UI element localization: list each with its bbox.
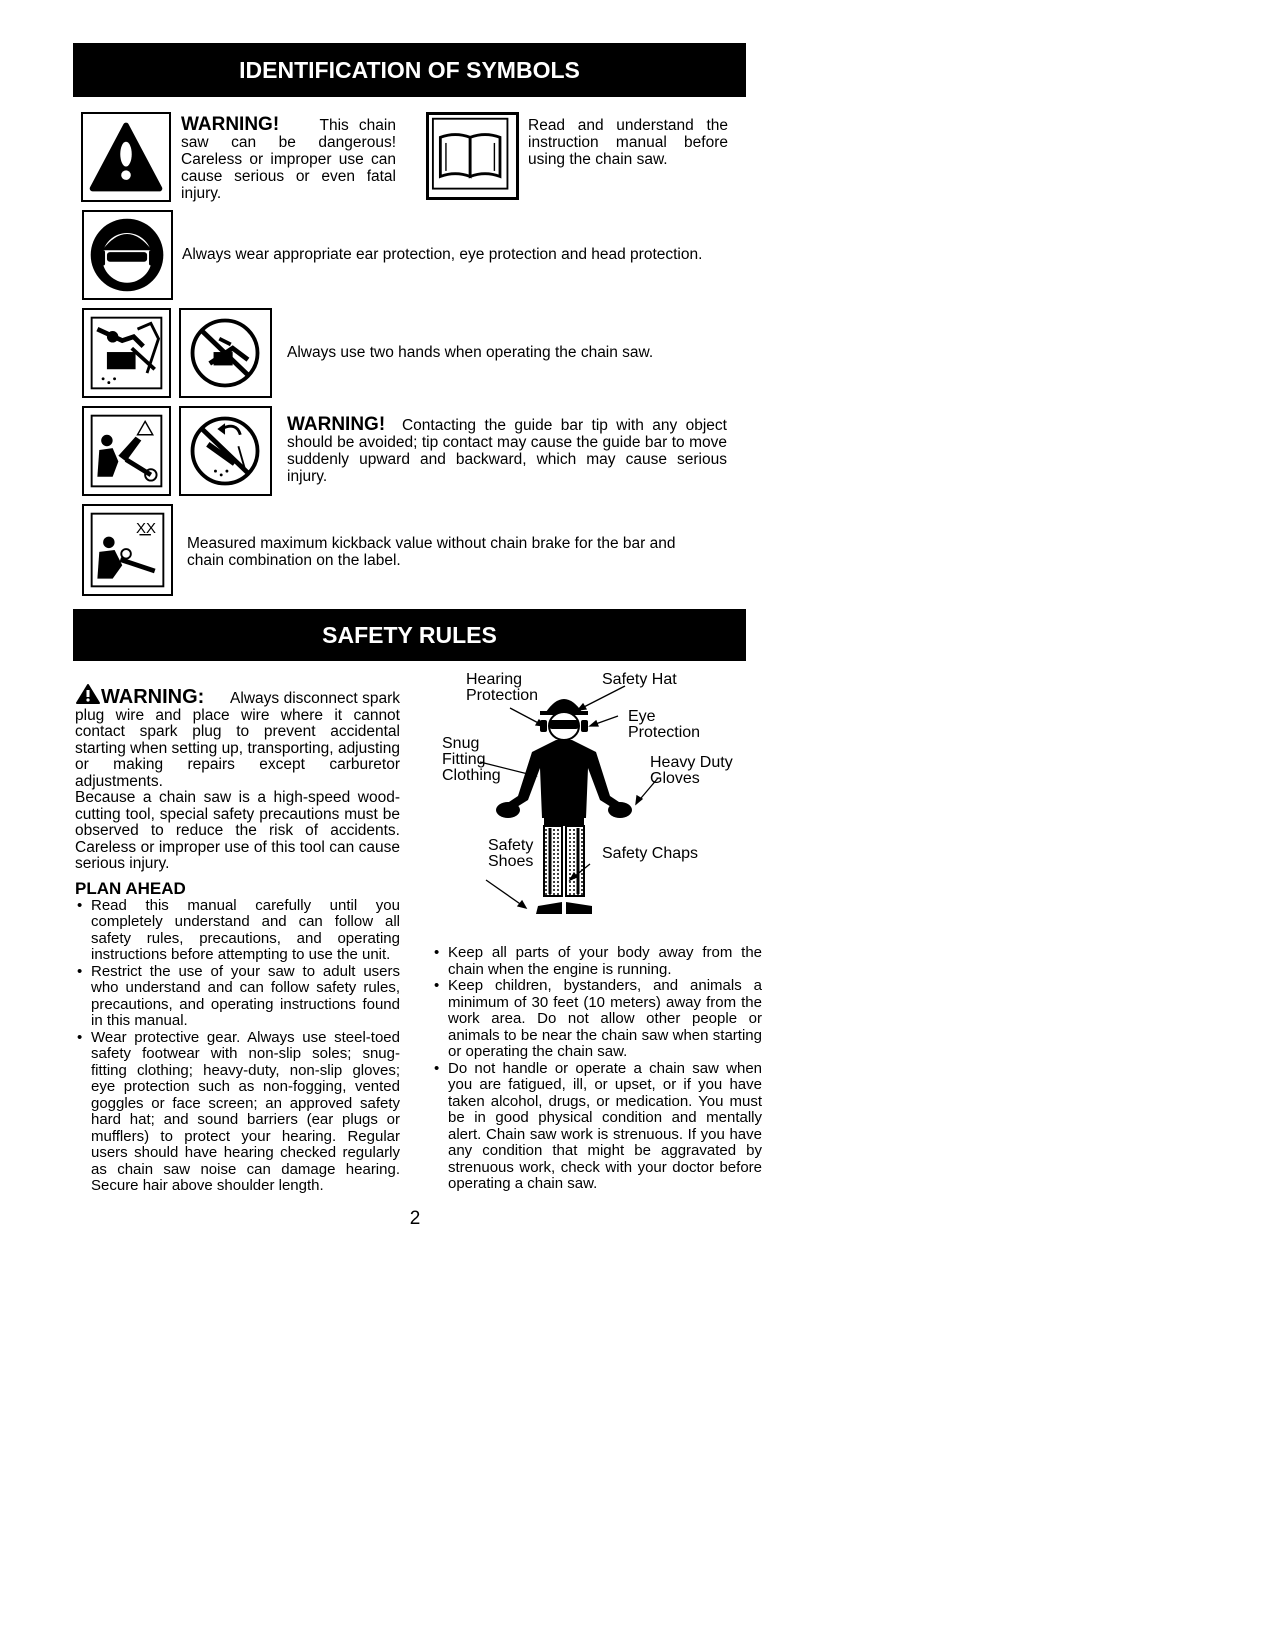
no-tip-contact-icon: [179, 406, 272, 496]
figure-person-illustration: [440, 668, 760, 928]
left-column: [75, 683, 400, 1195]
book-icon: [426, 112, 519, 200]
left-bullet-list: [75, 898, 400, 1195]
warning1-block: [181, 116, 396, 202]
identification-title: IDENTIFICATION OF SYMBOLS: [73, 43, 746, 97]
label-heavy-duty-gloves: Heavy Duty Gloves: [650, 754, 733, 787]
warning1-label: WARNING!: [181, 114, 280, 135]
list-item: • Read this manual carefully until you completely understand and can follow all safety rules, precautions, and operating instructions before attempting to use the unit.: [75, 898, 400, 964]
two-hands-text: Always use two hands when operating the chain saw.: [287, 344, 654, 361]
protective-gear-figure: [440, 668, 760, 928]
safety-warning-block: [75, 683, 400, 790]
plan-ahead-heading: PLAN AHEAD: [75, 878, 186, 898]
label-safety-hat: Safety Hat: [602, 671, 677, 688]
safety-warning-label: WARNING:: [101, 686, 205, 708]
warning1-text: This chain saw can be dangerous! Careless or improper use can cause serious or even fatal injury.: [181, 117, 396, 202]
kickback-value-icon: [82, 504, 173, 596]
right-bullet-list: [432, 945, 762, 1193]
safety-intro-text: Because a chain saw is a high-speed wood-cutting tool, special safety precautions must be observed to reduce the risk of accidents. Careless or improper use of this tool can cause serious injury.: [75, 789, 400, 872]
kickback-icon-label: XX: [136, 520, 157, 537]
right-column: [432, 945, 762, 1193]
label-safety-shoes: Safety Shoes: [488, 837, 534, 870]
warning2-block: [287, 416, 727, 485]
kickback-warning-icon: [82, 406, 171, 496]
list-item: • Wear protective gear. Always use steel-toed safety footwear with non-slip soles; snug-fitting clothing; heavy-duty, non-slip gloves; eye protection such as non-fogging, vented goggles or face screen; an approved safety hard hat; and sound barriers (ear plugs or mufflers) to protect your hearing. Regular users should have hearing checked regularly as chain saw noise can damage hearing. Secure hair above shoulder length.: [75, 1030, 400, 1195]
protection-text: Always wear appropriate ear protection, eye protection and head protection.: [182, 246, 703, 263]
warning2-label: WARNING!: [287, 414, 386, 435]
manual-text: Read and understand the instruction manual before using the chain saw.: [528, 117, 728, 168]
safety-title: SAFETY RULES: [73, 609, 746, 661]
label-hearing-protection: Hearing Protection: [466, 671, 539, 704]
list-item: • Keep children, bystanders, and animals a minimum of 30 feet (10 meters) away from the work area. Do not allow other people or animals to be near the chain saw when starting or operating the chain saw.: [432, 978, 762, 1061]
list-item: • Do not handle or operate a chain saw when you are fatigued, ill, or upset, or if you have taken alcohol, drugs, or medication. You must be in good physical condition and mentally alert. Chain saw work is strenuous. If you have any condition that might be aggravated by strenuous work, check with your doctor before operating a chain saw.: [432, 1061, 762, 1193]
two-hands-icon: [82, 308, 171, 398]
warning2-text: Contacting the guide bar tip with any object should be avoided; tip contact may cause the guide bar to move suddenly upward and backward, which may cause serious injury.: [287, 417, 727, 485]
warning-triangle-icon: [81, 112, 171, 202]
label-eye-protection: Eye Protection: [628, 708, 701, 741]
label-snug-fitting-clothing: Snug Fitting Clothing: [442, 735, 501, 784]
kickback-text: Measured maximum kickback value without chain brake for the bar and chain combination on the label.: [187, 535, 676, 569]
list-item: • Restrict the use of your saw to adult users who understand and can follow safety rules, precautions, and operating instructions found in this manual.: [75, 964, 400, 1030]
list-item: • Keep all parts of your body away from the chain when the engine is running.: [432, 945, 762, 978]
label-safety-chaps: Safety Chaps: [602, 845, 699, 862]
no-one-hand-icon: [179, 308, 272, 398]
head-protection-icon: [82, 210, 173, 300]
page-number: 2: [409, 1208, 421, 1229]
warning-triangle-icon: [75, 683, 101, 705]
safety-warning-text: Always disconnect spark plug wire and place wire where it cannot contact spark plug to prevent accidental starting when setting up, transporting, adjusting or making repairs except carburetor adjustments.: [75, 690, 401, 790]
